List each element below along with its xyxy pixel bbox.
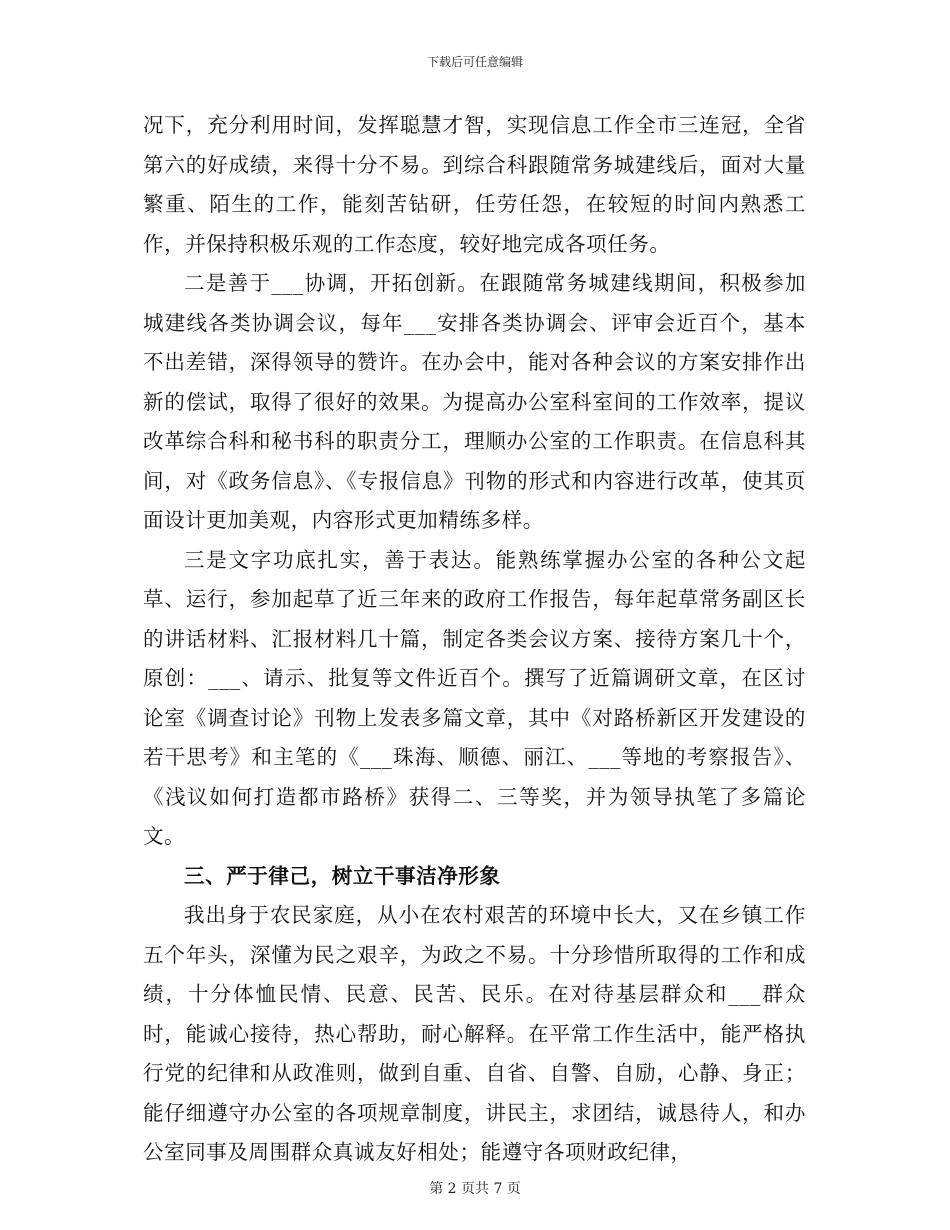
paragraph-coordination: 二是善于___协调，开拓创新。在跟随常务城建线期间，积极参加城建线各类协调会议，每年___安排各类协调会、评审会近百个，基本不出差错，深得领导的赞许。在办会中，能对各种会议的方案安排作出新的偿试，取得了很好的效果。为提高办公室科室间的工作效率，提议改革综合科和秘书科的职责分工，理顺办公室的工作职责。在信息科其间，对《政务信息》、《专报信息》刊物的形式和内容进行改革，使其页面设计更加美观，内容形式更加精练多样。 — [143, 271, 806, 532]
paragraph-continuation: 况下，充分利用时间，发挥聪慧才智，实现信息工作全市三连冠，全省第六的好成绩，来得十分不易。到综合科跟随常务城建线后，面对大量繁重、陌生的工作，能刻苦钻研，任劳任怨，在较短的时间内熟悉工作，并保持积极乐观的工作态度，较好地完成各项任务。 — [143, 113, 806, 256]
paragraph-self-discipline: 我出身于农民家庭，从小在农村艰苦的环境中长大，又在乡镇工作五个年头，深懂为民之艰辛，为政之不易。十分珍惜所取得的工作和成绩，十分体恤民情、民意、民苦、民乐。在对待基层群众和___群众时，能诚心接待，热心帮助，耐心解释。在平常工作生活中，能严格执行党的纪律和从政准则，做到自重、自省、自警、自励，心静、身正；能仔细遵守办公室的各项规章制度，讲民主，求团结，诚恳待人，和办公室同事及周围群众真诚友好相处；能遵守各项财政纪律， — [143, 903, 806, 1164]
page-header: 下载后可任意编辑 — [426, 55, 523, 69]
page-footer: 第 2 页共 7 页 — [429, 1181, 521, 1197]
section-heading-self-discipline: 三、严于律己，树立干事洁净形象 — [184, 863, 501, 888]
paragraph-writing-skills: 三是文字功底扎实，善于表达。能熟练掌握办公室的各种公文起草、运行，参加起草了近三年来的政府工作报告，每年起草常务副区长的讲话材料、汇报材料几十篇，制定各类会议方案、接待方案几十个，原创：___、请示、批复等文件近百个。撰写了近篇调研文章，在区讨论室《调查讨论》刊物上发表多篇文章，其中《对路桥新区开发建设的若干思考》和主笔的《___珠海、顺德、丽江、___等地的考察报告》、《浅议如何打造都市路桥》获得二、三等奖，并为领导执笔了多篇论文。 — [143, 547, 806, 848]
document-body — [143, 106, 806, 1173]
